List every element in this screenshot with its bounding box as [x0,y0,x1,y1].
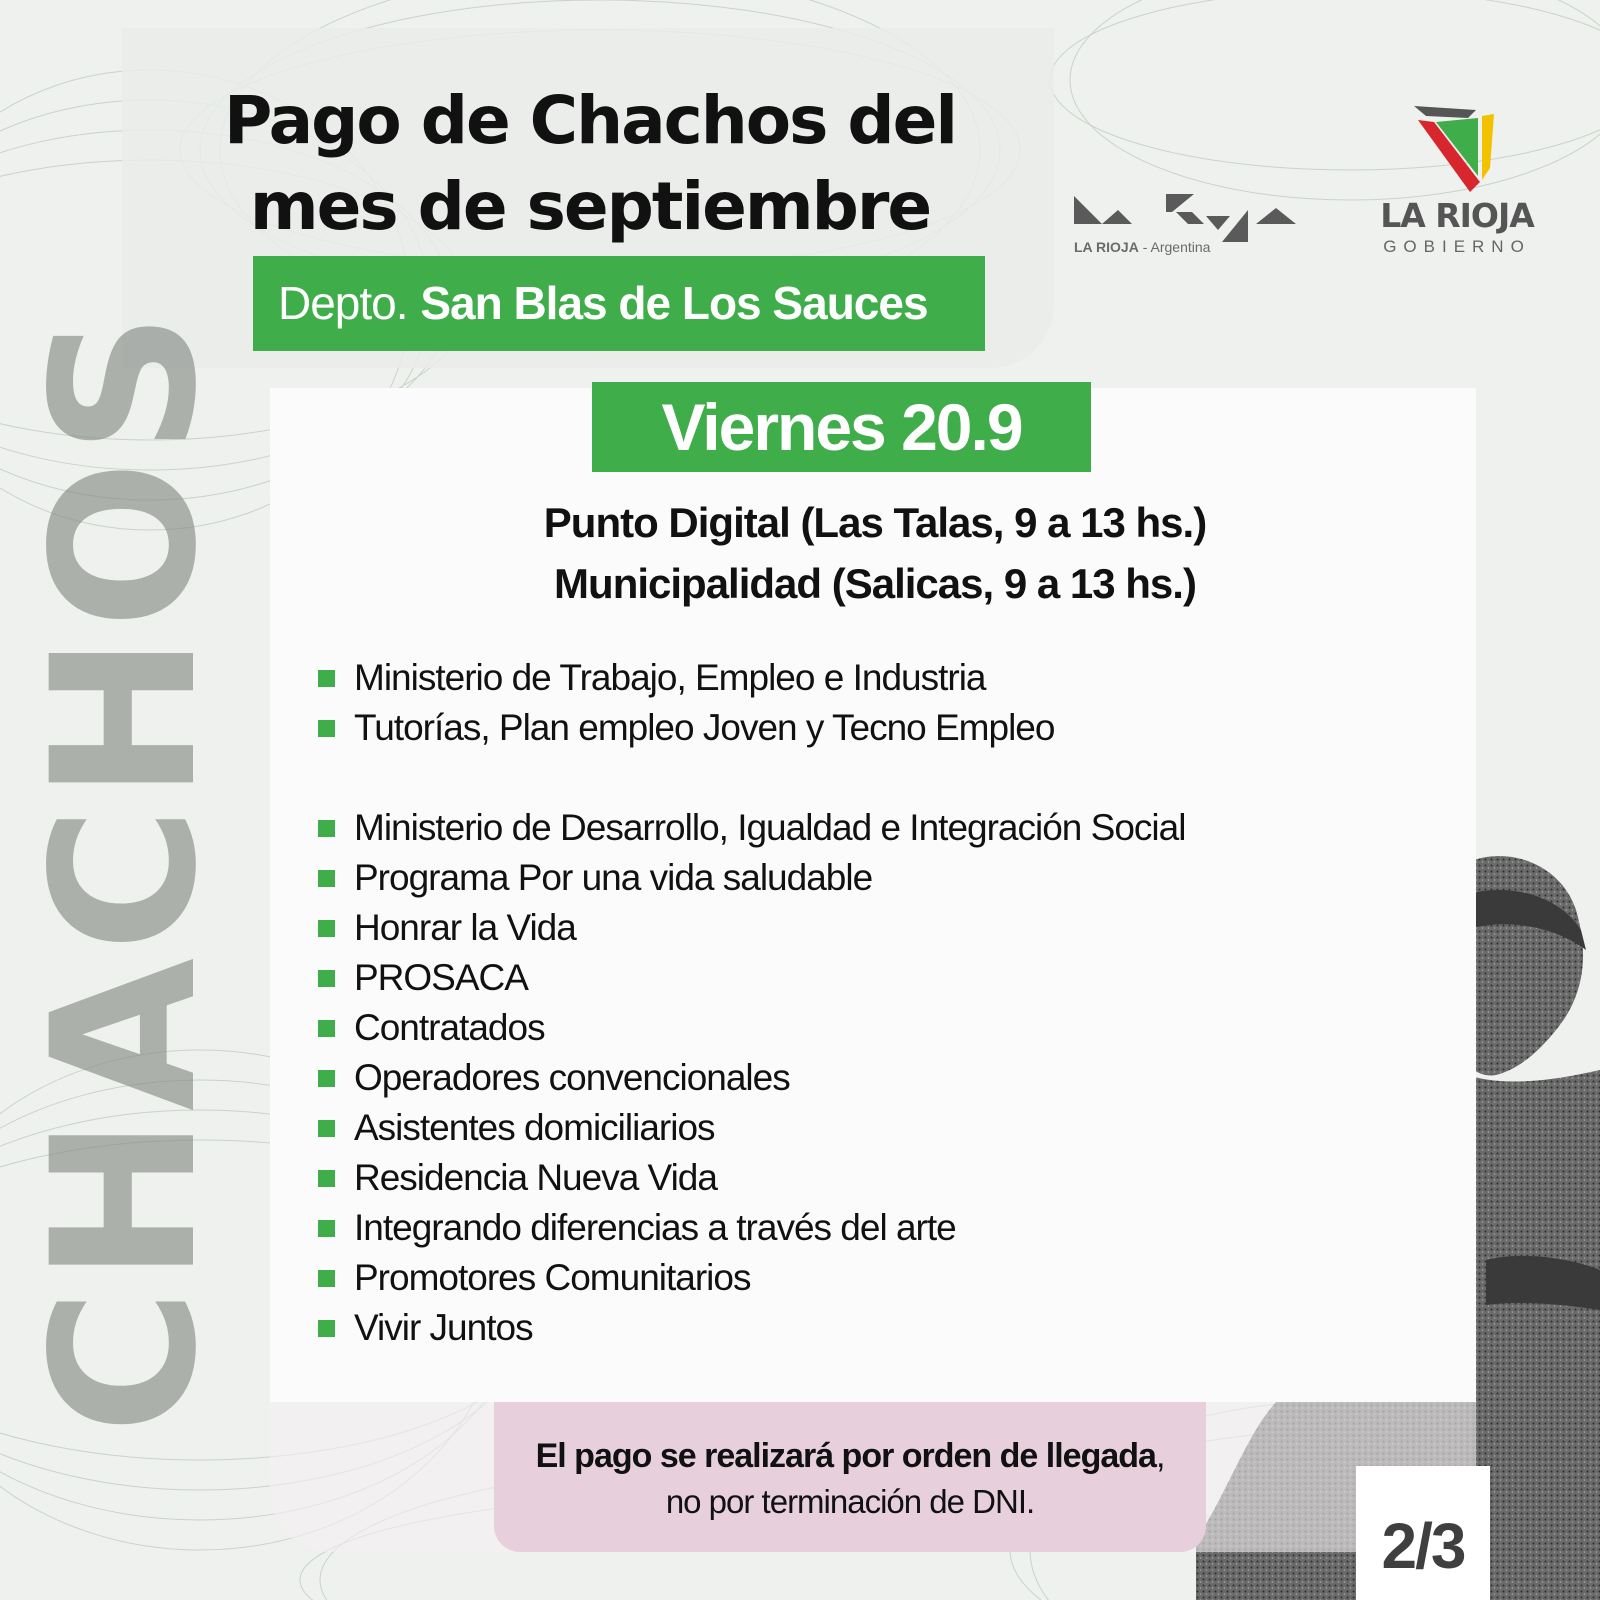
department-banner [253,256,985,351]
page-indicator-label: 2/3 [1381,1510,1465,1582]
notice-line-1 [494,1434,1206,1478]
program-list-trabajo [318,653,1054,753]
la-rioja-argentina-wordmark [1074,239,1210,255]
gobierno-logo-name: LA RIOJA [1380,196,1534,235]
department-label: Depto. [278,277,408,329]
la-rioja-gobierno-emblem-icon [1412,104,1500,196]
location-item: Municipalidad (Salicas, 9 a 13 hs.) [554,560,1196,607]
payment-day-banner: Viernes 20.9 [592,382,1091,472]
wordmark-name: LA RIOJA [1074,239,1139,255]
bullet-icon [318,1270,335,1287]
bullet-icon [318,1220,335,1237]
list-item [318,953,1185,1003]
wordmark-suffix: - Argentina [1138,239,1211,255]
program-list-desarrollo [318,803,1185,1353]
location-item: Punto Digital (Las Talas, 9 a 13 hs.) [543,499,1207,546]
list-item [318,1203,1185,1253]
list-item [318,1253,1185,1303]
notice-comma: , [1155,1437,1165,1475]
title-line-1: Pago de Chachos del [224,82,956,159]
list-item-label: Operadores convencionales [354,1057,790,1098]
bullet-icon [318,970,335,987]
chachos-vertical-text: CHACHOS [9,305,240,1435]
list-item-label: Asistentes domiciliarios [354,1107,715,1148]
list-item-label: PROSACA [354,957,528,998]
bullet-icon [318,670,335,687]
list-item [318,1303,1185,1353]
gobierno-logo-subtitle: GOBIERNO [1383,237,1531,256]
list-item-label: Residencia Nueva Vida [354,1157,717,1198]
list-item-label: Honrar la Vida [354,907,576,948]
bullet-icon [318,1120,335,1137]
list-item [318,803,1185,853]
bullet-icon [318,1070,335,1087]
title-line-2: mes de septiembre [249,168,931,245]
page-indicator [1356,1466,1490,1600]
department-name: San Blas de Los Sauces [420,277,928,329]
page-title [150,78,1030,250]
list-item [318,653,1054,703]
list-item [318,703,1054,753]
list-item [318,853,1185,903]
list-item-label: Programa Por una vida saludable [354,857,873,898]
list-item [318,1003,1185,1053]
bullet-icon [318,1170,335,1187]
bullet-icon [318,1320,335,1337]
bullet-icon [318,870,335,887]
list-item-label: Ministerio de Trabajo, Empleo e Industria [354,657,986,698]
bullet-icon [318,720,335,737]
notice-bold-text: El pago se realizará por orden de llegada [535,1437,1156,1475]
list-item [318,1153,1185,1203]
list-item-label: Integrando diferencias a través del arte [354,1207,956,1248]
payment-locations [370,492,1380,614]
list-item [318,1103,1185,1153]
list-item [318,903,1185,953]
list-item [318,1053,1185,1103]
bullet-icon [318,820,335,837]
list-item-label: Tutorías, Plan empleo Joven y Tecno Empleo [354,707,1055,748]
list-item-label: Vivir Juntos [354,1307,533,1348]
payment-notice [494,1402,1206,1552]
list-item-label: Ministerio de Desarrollo, Igualdad e Integración Social [354,807,1186,848]
list-item-label: Contratados [354,1007,545,1048]
bullet-icon [318,920,335,937]
list-item-label: Promotores Comunitarios [354,1257,751,1298]
notice-line-2: no por terminación de DNI. [665,1483,1035,1520]
bullet-icon [318,1020,335,1037]
